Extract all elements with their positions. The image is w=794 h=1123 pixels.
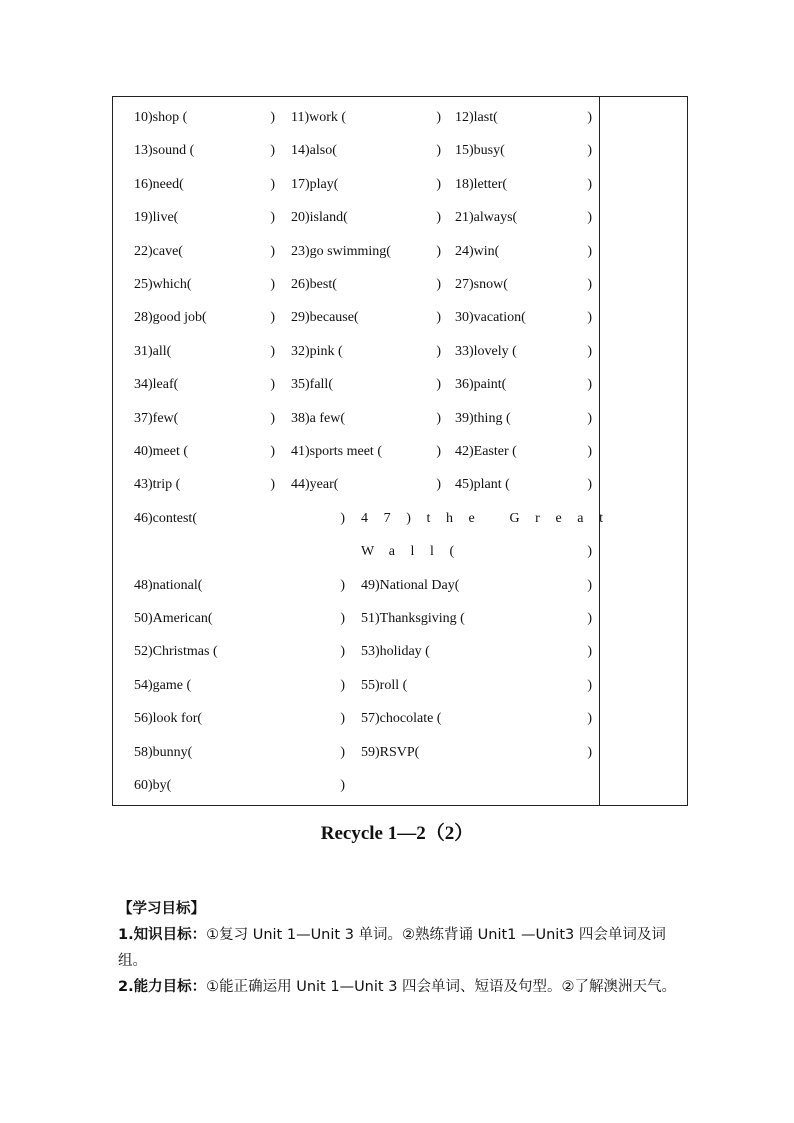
vocab-item-paren: ) — [436, 110, 441, 125]
vocab-row — [134, 175, 592, 195]
vocab-item-paren: ) — [270, 377, 275, 393]
vocab-row — [134, 442, 592, 462]
vocab-item-text: 59)RSVP( — [361, 744, 420, 760]
vocab-item-text: 54)game ( — [134, 677, 192, 693]
vocab-item-paren: ) — [270, 444, 275, 459]
vocab-item-paren: ) — [270, 310, 275, 326]
vocab-item-text: 19)live( — [134, 210, 179, 226]
vocab-item-paren: ) — [270, 110, 275, 125]
vocab-item-text: 23)go swimming( — [291, 243, 391, 259]
vocab-item-text: Wall( — [361, 544, 470, 560]
vocab-item-paren: ) — [587, 711, 592, 727]
vocab-item — [455, 242, 592, 262]
vocab-item-great-wall-line2 — [361, 542, 592, 562]
vocab-row — [134, 141, 592, 161]
vocab-item — [291, 375, 441, 395]
vocab-item — [361, 642, 592, 662]
vocab-item-text: 32)pink ( — [291, 343, 343, 359]
vocab-row — [134, 609, 592, 629]
vocab-item-text: 38)a few( — [291, 410, 346, 426]
vocab-item-paren: ) — [436, 143, 441, 159]
vocab-item-paren: ) — [587, 544, 592, 560]
vocab-item — [291, 409, 441, 429]
vocab-item — [134, 709, 345, 729]
vocab-item — [455, 375, 592, 395]
vocab-item-text: 40)meet ( — [134, 444, 189, 459]
vocab-item-text: 44)year( — [291, 477, 339, 493]
vocab-item-paren: ) — [587, 243, 592, 259]
vocab-item-paren: ) — [436, 310, 441, 326]
vocab-item-paren: ) — [436, 377, 441, 393]
vocab-item-paren: ) — [587, 444, 592, 459]
vocab-item — [455, 108, 592, 128]
vocab-item — [134, 509, 345, 529]
vocab-item — [455, 175, 592, 195]
vocab-item-text: 34)leaf( — [134, 377, 179, 393]
vocab-item-text: 27)snow( — [455, 277, 508, 292]
vocab-item-paren: ) — [340, 577, 345, 593]
vocab-item-text: 26)best( — [291, 277, 337, 292]
goal-knowledge-text: ①复习 Unit 1—Unit 3 单词。②熟练背诵 Unit1 —Unit3 四会单词及词组。 — [118, 927, 666, 969]
vocab-item — [134, 342, 275, 362]
vocab-item — [361, 676, 592, 696]
vocab-item-text: 52)Christmas ( — [134, 644, 218, 660]
vocab-item — [291, 342, 441, 362]
vocab-item-paren: ) — [436, 277, 441, 292]
vocab-item-text: 35)fall( — [291, 377, 333, 393]
goal-ability — [118, 974, 684, 1000]
vocab-item — [361, 743, 592, 763]
vocab-row — [134, 308, 592, 328]
vocab-item — [134, 308, 275, 328]
vocab-item-paren: ) — [270, 343, 275, 359]
vocab-item-paren: ) — [587, 744, 592, 760]
vocab-row — [134, 776, 592, 796]
vocab-item — [291, 175, 441, 195]
vocab-item-text: 36)paint( — [455, 377, 507, 393]
vocab-item — [291, 275, 441, 295]
vocab-item-paren: ) — [587, 143, 592, 159]
vocab-item-text: 58)bunny( — [134, 744, 193, 760]
vocab-item — [134, 375, 275, 395]
vocab-item — [134, 175, 275, 195]
vocab-item — [134, 776, 345, 796]
vocab-row — [134, 208, 592, 228]
vocab-item-paren: ) — [587, 410, 592, 426]
vocab-item-paren: ) — [587, 210, 592, 226]
vocab-item-paren: ) — [587, 377, 592, 393]
vocab-item — [361, 576, 592, 596]
vocab-item — [134, 676, 345, 696]
vocab-row — [134, 342, 592, 362]
vocab-item — [134, 409, 275, 429]
vocab-item-paren: ) — [270, 277, 275, 292]
vocab-item-paren: ) — [436, 243, 441, 259]
vocab-item-paren: ) — [340, 677, 345, 693]
vocab-item-text: 12)last( — [455, 110, 498, 125]
vocab-item-text: 25)which( — [134, 277, 192, 292]
vocab-item — [291, 475, 441, 495]
vocab-row — [134, 709, 592, 729]
vocab-item-paren: ) — [340, 510, 345, 526]
vocab-item-text: 13)sound ( — [134, 143, 195, 159]
vocab-row — [134, 409, 592, 429]
vocab-item-paren: ) — [587, 176, 592, 192]
vocab-item-text: 55)roll ( — [361, 677, 408, 693]
vocab-item-paren: ) — [270, 143, 275, 159]
vocab-item-text: 60)by( — [134, 778, 172, 793]
vocab-item-text: 28)good job( — [134, 310, 207, 326]
vocab-row — [134, 576, 592, 596]
vocab-item-text: 29)because( — [291, 310, 359, 326]
vocab-row — [134, 242, 592, 262]
goal-ability-text: ①能正确运用 Unit 1—Unit 3 四会单词、短语及句型。②了解澳洲天气。 — [206, 979, 677, 995]
vocab-item-text: 46)contest( — [134, 510, 197, 526]
vocab-item — [455, 275, 592, 295]
vocab-item-paren: ) — [340, 744, 345, 760]
vocab-item-paren: ) — [436, 210, 441, 226]
vocab-item-text: 50)American( — [134, 611, 213, 626]
vocab-item-paren: ) — [340, 711, 345, 727]
vocab-row — [134, 108, 592, 128]
vocab-item-text: 17)play( — [291, 176, 339, 192]
vocab-item-text: 49)National Day( — [361, 577, 460, 593]
vocab-item — [291, 442, 441, 462]
vocab-item — [134, 141, 275, 161]
goals-heading — [118, 896, 684, 922]
vocab-item-paren: ) — [436, 477, 441, 493]
vocab-item — [291, 108, 441, 128]
table-divider — [599, 96, 600, 806]
vocab-item-text: 42)Easter ( — [455, 444, 517, 459]
vocab-item-text: 57)chocolate ( — [361, 711, 442, 727]
vocab-item-paren: ) — [587, 677, 592, 693]
vocab-item-text: 31)all( — [134, 343, 172, 359]
vocab-item — [134, 275, 275, 295]
vocab-item-paren: ) — [270, 176, 275, 192]
vocab-item-paren: ) — [270, 210, 275, 226]
vocab-item-paren: ) — [587, 577, 592, 593]
vocab-item-text: 37)few( — [134, 410, 179, 426]
vocab-item-text: 20)island( — [291, 210, 348, 226]
vocab-row — [134, 275, 592, 295]
vocab-row — [134, 743, 592, 763]
vocab-row — [134, 642, 592, 662]
vocab-item — [455, 141, 592, 161]
vocab-row — [134, 375, 592, 395]
vocab-item-text: 48)national( — [134, 577, 203, 593]
vocab-item — [134, 475, 275, 495]
vocab-item-text: 33)lovely ( — [455, 343, 517, 359]
vocab-item-paren: ) — [340, 644, 345, 660]
vocab-item-paren: ) — [587, 611, 592, 626]
vocab-item — [134, 208, 275, 228]
vocab-item-text: 21)always( — [455, 210, 518, 226]
goal-knowledge — [118, 922, 684, 974]
goals-heading-text: 【学习目标】 — [118, 901, 205, 917]
vocab-item — [455, 342, 592, 362]
vocab-item-text: 16)need( — [134, 176, 184, 192]
vocab-item-paren: ) — [340, 611, 345, 626]
vocab-item — [291, 242, 441, 262]
vocab-item-text: 14)also( — [291, 143, 337, 159]
vocab-item — [291, 141, 441, 161]
vocab-item-paren: ) — [270, 410, 275, 426]
vocab-item-paren: ) — [270, 477, 275, 493]
vocab-item-great-wall-line1 — [361, 509, 619, 529]
vocab-item-paren: ) — [587, 277, 592, 292]
vocab-item — [361, 609, 592, 629]
vocab-item — [134, 576, 345, 596]
vocab-item-paren: ) — [436, 444, 441, 459]
vocab-item — [455, 308, 592, 328]
vocab-item-text: 53)holiday ( — [361, 644, 430, 660]
vocab-item-text: 45)plant ( — [455, 477, 510, 493]
vocab-item-paren: ) — [436, 343, 441, 359]
vocab-item-text: 30)vacation( — [455, 310, 526, 326]
vocab-item — [134, 642, 345, 662]
vocab-row — [134, 676, 592, 696]
vocab-item-text: 22)cave( — [134, 243, 183, 259]
vocab-item — [455, 409, 592, 429]
vocab-item-text: 56)look for( — [134, 711, 203, 727]
vocab-item-text: 15)busy( — [455, 143, 505, 159]
vocab-item-paren: ) — [436, 410, 441, 426]
vocab-item — [134, 242, 275, 262]
vocab-item — [361, 709, 592, 729]
page-title: Recycle 1—2（2） — [320, 823, 474, 844]
vocab-item — [134, 609, 345, 629]
vocab-item-paren: ) — [587, 343, 592, 359]
vocab-item-paren: ) — [436, 176, 441, 192]
vocab-item-text: 24)win( — [455, 243, 500, 259]
vocab-item — [455, 475, 592, 495]
vocab-item — [134, 743, 345, 763]
vocab-item-paren: ) — [587, 477, 592, 493]
vocab-item-paren: ) — [587, 310, 592, 326]
vocab-item — [134, 442, 275, 462]
vocab-item-text: 18)letter( — [455, 176, 508, 192]
vocab-item-text: 41)sports meet ( — [291, 444, 382, 459]
vocab-item — [291, 208, 441, 228]
vocab-item-text: 47)the Great — [361, 510, 619, 526]
vocab-item — [455, 208, 592, 228]
vocab-item-text: 43)trip ( — [134, 477, 181, 493]
vocab-item-text: 51)Thanksgiving ( — [361, 611, 465, 626]
vocab-item-text: 10)shop ( — [134, 110, 188, 125]
vocab-item — [455, 442, 592, 462]
goal-ability-label: 2.能力目标： — [118, 979, 207, 995]
goal-knowledge-label: 1.知识目标： — [118, 927, 207, 943]
vocab-item — [134, 108, 275, 128]
vocab-item-text: 39)thing ( — [455, 410, 511, 426]
vocab-item-paren: ) — [587, 110, 592, 125]
vocab-item-paren: ) — [340, 778, 345, 793]
vocab-item-text: 11)work ( — [291, 110, 347, 125]
vocab-row — [134, 475, 592, 495]
vocab-item-paren: ) — [587, 644, 592, 660]
vocab-item — [291, 308, 441, 328]
vocab-item-paren: ) — [270, 243, 275, 259]
